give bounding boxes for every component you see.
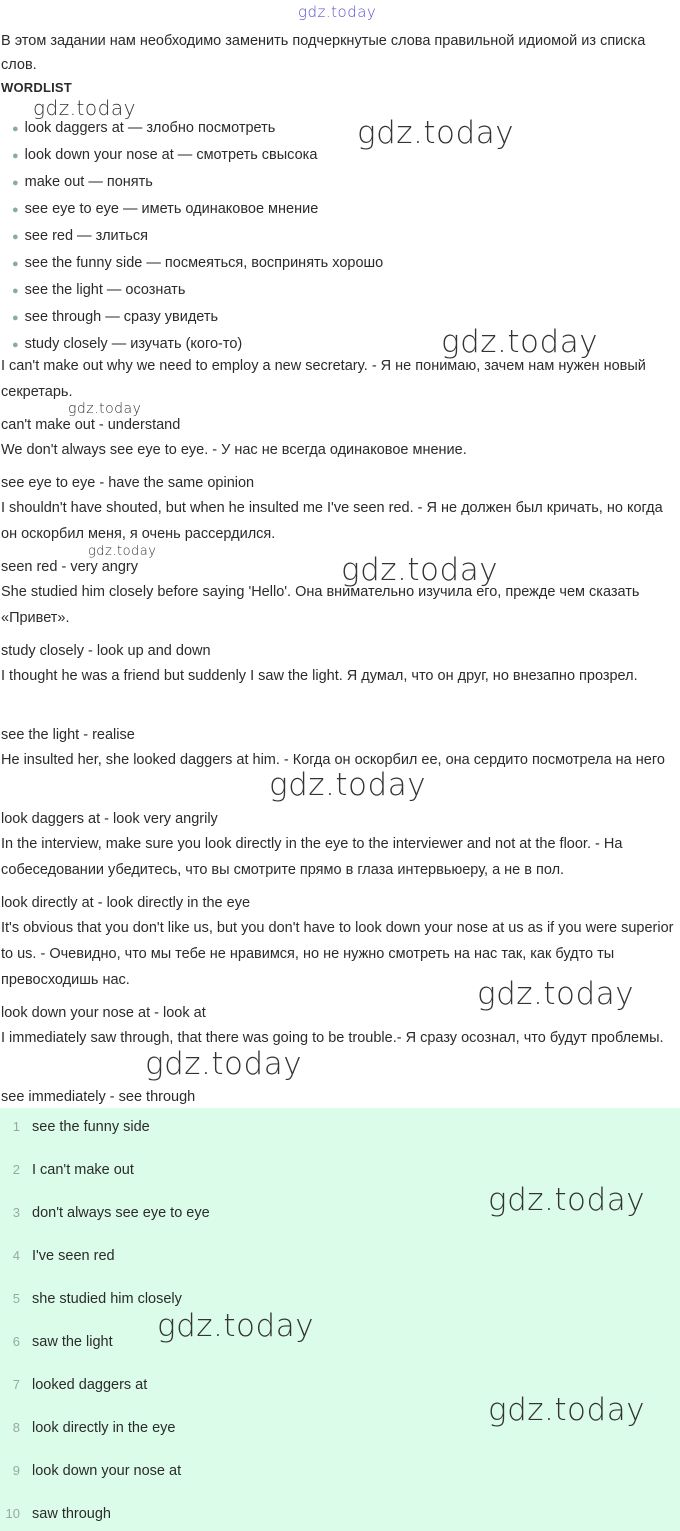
answer-text: saw through (32, 1506, 111, 1522)
answer-row (0, 1503, 680, 1525)
answer-row (0, 1159, 680, 1181)
bullet-icon: ● (12, 312, 19, 324)
watermark: gdz.today (477, 976, 635, 1012)
wordlist-item-text: see the light — осознать (24, 282, 186, 298)
answer-text: saw the light (32, 1334, 113, 1350)
exercise-pair: look down your nose at - look at (1, 1005, 206, 1021)
answer-row (0, 1116, 680, 1138)
watermark: gdz.today (145, 1046, 303, 1082)
wordlist-item (12, 335, 242, 354)
wordlist-item-text: see the funny side — посмеяться, воспринять хорошо (24, 255, 384, 271)
bullet-icon: ● (12, 123, 19, 135)
exercise-sentence: I shouldn't have shouted, but when he insulted me I've seen red. - Я не должен был кричать, но когда он оскорбил меня, я очень рассердился. (1, 500, 663, 542)
exercise-sentence: In the interview, make sure you look directly in the eye to the interviewer and not at the floor. - На собеседовании убедитесь, что вы смотрите прямо в глаза интервьюеру, а не в пол. (1, 836, 623, 878)
answer-row (0, 1460, 680, 1482)
watermark: gdz.today (33, 96, 136, 120)
exercise-pair: look directly at - look directly in the eye (1, 895, 251, 911)
wordlist-heading: WORDLIST (1, 80, 72, 95)
answer-text: she studied him closely (32, 1291, 182, 1307)
answer-row (0, 1331, 680, 1353)
watermark: gdz.today (488, 1392, 646, 1428)
answer-number: 6 (12, 1334, 20, 1349)
exercise-pair: seen red - very angry (1, 559, 139, 575)
watermark: gdz.today (88, 544, 157, 559)
answer-text: see the funny side (32, 1119, 150, 1135)
wordlist-item (12, 146, 317, 165)
answer-text: don't always see eye to eye (32, 1205, 210, 1221)
answer-text: look directly in the eye (32, 1420, 176, 1436)
watermark: gdz.today (68, 401, 142, 417)
exercise-sentence: I immediately saw through, that there was going to be trouble.- Я сразу осознал, что будут проблемы. (1, 1030, 664, 1046)
answer-text: I can't make out (32, 1162, 134, 1178)
answers-block (0, 1108, 680, 1531)
answer-number: 2 (12, 1162, 20, 1177)
wordlist-item-text: look daggers at — злобно посмотреть (24, 120, 276, 136)
answer-text: look down your nose at (32, 1463, 182, 1479)
wordlist-item (12, 308, 218, 327)
watermark: gdz.today (341, 552, 499, 588)
wordlist-item-text: see eye to eye — иметь одинаковое мнение (24, 201, 319, 217)
bullet-icon: ● (12, 285, 19, 297)
exercise-sentence: She studied him closely before saying 'Hello'. Она внимательно изучила его, прежде чем сказать «Привет». (1, 584, 640, 626)
exercise-pair: see immediately - see through (1, 1089, 196, 1105)
wordlist-item (12, 227, 148, 246)
answer-row (0, 1288, 680, 1310)
watermark: gdz.today (357, 115, 515, 151)
watermark-top: gdz.today (298, 3, 377, 21)
exercise-sentence: I can't make out why we need to employ a new secretary. - Я не понимаю, зачем нам нужен новый секретарь. (1, 358, 646, 400)
exercise-pair: look daggers at - look very angrily (1, 811, 218, 827)
wordlist-item-text: look down your nose at — смотреть свысока (24, 147, 318, 163)
bullet-icon: ● (12, 258, 19, 270)
wordlist-item (12, 119, 275, 138)
exercise-pair: see the light - realise (1, 727, 135, 743)
exercise-sentence: We don't always see eye to eye. - У нас не всегда одинаковое мнение. (1, 442, 467, 458)
answer-number: 9 (12, 1463, 20, 1478)
wordlist-item (12, 200, 318, 219)
answer-text: looked daggers at (32, 1377, 148, 1393)
watermark: gdz.today (269, 767, 427, 803)
bullet-icon: ● (12, 204, 19, 216)
answer-number: 3 (12, 1205, 20, 1220)
exercise-pair: see eye to eye - have the same opinion (1, 475, 255, 491)
answer-number: 5 (12, 1291, 20, 1306)
exercise-sentence: I thought he was a friend but suddenly I saw the light. Я думал, что он друг, но внезапно прозрел. (1, 668, 638, 684)
watermark: gdz.today (488, 1182, 646, 1218)
bullet-icon: ● (12, 339, 19, 351)
exercise-pair: study closely - look up and down (1, 643, 211, 659)
watermark: gdz.today (441, 324, 599, 360)
bullet-icon: ● (12, 150, 19, 162)
answer-number: 1 (12, 1119, 20, 1134)
exercise-sentence: It's obvious that you don't like us, but you don't have to look down your nose at us as if you were superior to us. - Очевидно, что мы тебе не нравимся, но не нужно смотреть на нас так, как будто ты превосходишь нас. (1, 920, 674, 988)
exercise-sentence: He insulted her, she looked daggers at him. - Когда он оскорбил ее, она сердито посмотрела на него (1, 752, 665, 768)
answer-number: 4 (12, 1248, 20, 1263)
wordlist-item-text: see red — злиться (24, 228, 148, 244)
answer-number: 7 (12, 1377, 20, 1392)
wordlist-item (12, 281, 185, 300)
bullet-icon: ● (12, 177, 19, 189)
wordlist-item-text: study closely — изучать (кого-то) (24, 336, 243, 352)
answer-number: 10 (5, 1506, 20, 1521)
wordlist-item (12, 173, 153, 192)
watermark: gdz.today (157, 1308, 315, 1344)
wordlist-item-text: see through — сразу увидеть (24, 309, 219, 325)
wordlist-item (12, 254, 383, 273)
wordlist-item-text: make out — понять (24, 174, 153, 190)
bullet-icon: ● (12, 231, 19, 243)
answer-text: I've seen red (32, 1248, 115, 1264)
answer-row (0, 1245, 680, 1267)
exercise-pair: can't make out - understand (1, 417, 181, 433)
task-description: В этом задании нам необходимо заменить подчеркнутые слова правильной идиомой из списка слов. (1, 33, 646, 73)
answer-number: 8 (12, 1420, 20, 1435)
